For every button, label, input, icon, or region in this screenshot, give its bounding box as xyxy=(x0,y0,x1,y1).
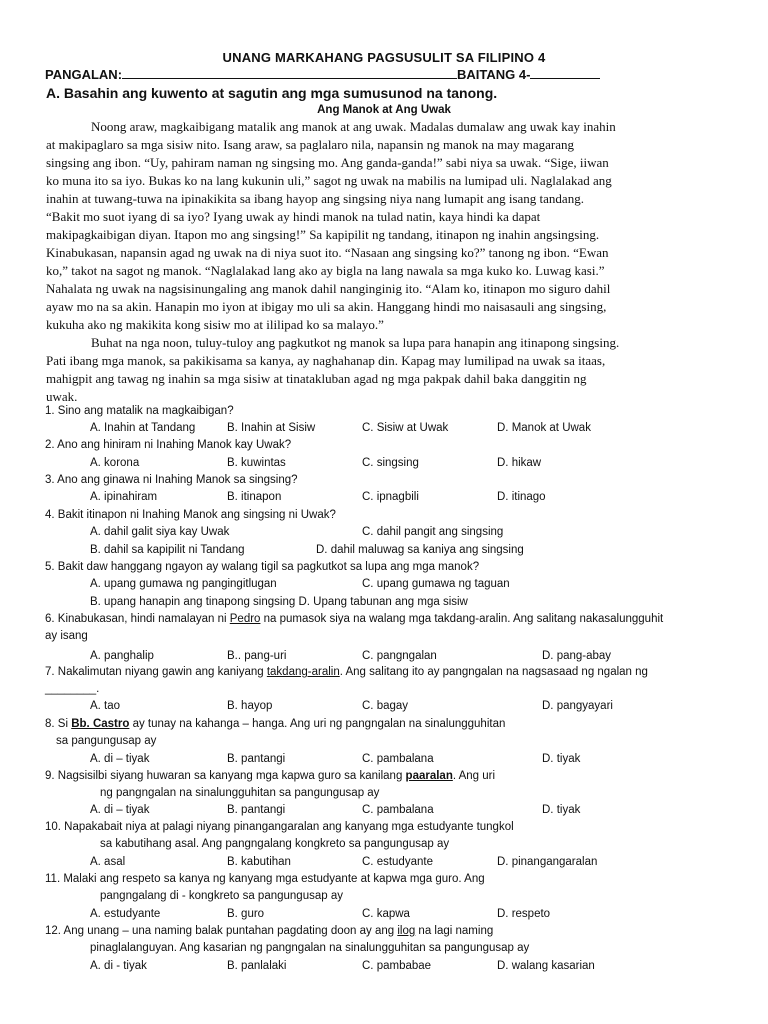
choice-7b[interactable]: B. hayop xyxy=(227,700,273,712)
question-11-cont: pangngalang di - kongkreto sa pangungusap ay xyxy=(100,890,343,902)
question-7-post: . Ang salitang ito ay pangngalan na nagsasaad ng ngalan ng xyxy=(339,666,648,678)
choice-10c[interactable]: C. estudyante xyxy=(362,856,433,868)
choice-3c[interactable]: C. ipnagbili xyxy=(362,491,419,503)
question-2: 2. Ano ang hiniram ni Inahing Manok kay Uwak? xyxy=(45,439,292,451)
question-9 xyxy=(45,770,495,782)
question-11: 11. Malaki ang respeto sa kanya ng kanyang mga estudyante at kapwa mga guro. Ang xyxy=(45,873,485,885)
question-12-post: na lagi naming xyxy=(415,925,494,937)
choice-7a[interactable]: A. tao xyxy=(90,700,121,712)
name-blank[interactable] xyxy=(122,67,457,79)
question-8-pre: 8. Si xyxy=(45,718,72,730)
choice-11a[interactable]: A. estudyante xyxy=(90,908,161,920)
choice-7c[interactable]: C. bagay xyxy=(362,700,409,712)
question-4: 4. Bakit itinapon ni Inahing Manok ang singsing ni Uwak? xyxy=(45,509,336,521)
choice-10d[interactable]: D. pinangangaralan xyxy=(497,856,598,868)
question-12-underlined: ilog xyxy=(397,925,416,937)
choice-7d[interactable]: D. pangyayari xyxy=(542,700,613,712)
story-line: ayaw mo na sa akin. Hanapin mo iyon at ibigay mo uli sa akin. Hanggang hindi mo naisasauli ang singsing, xyxy=(46,299,607,314)
story-line: Pati ibang mga manok, sa pakikisama sa kanya, ay naghahanap din. Kapag may lumilipad na uwak sa itaas, xyxy=(46,353,606,368)
choice-9a[interactable]: A. di – tiyak xyxy=(90,804,150,816)
question-12 xyxy=(45,925,493,937)
question-6 xyxy=(45,613,663,625)
choice-11d[interactable]: D. respeto xyxy=(497,908,551,920)
choice-9b[interactable]: B. pantangi xyxy=(227,804,286,816)
choice-1d[interactable]: D. Manok at Uwak xyxy=(497,422,591,434)
story-line: Buhat na nga noon, tuluy-tuloy ang pagkutkot ng manok sa lupa para hanapin ang itinapong singsing. xyxy=(91,335,620,350)
choice-9c[interactable]: C. pambalana xyxy=(362,804,434,816)
question-6-post: na pumasok siya na walang mga takdang-aralin. Ang salitang nakasalungguhit xyxy=(260,613,664,625)
choice-12d[interactable]: D. walang kasarian xyxy=(497,960,595,972)
story-line: ko,” takot na sagot ng manok. “Naglalakad lang ako ay bigla na lang nawala sa mga kuko ko. Luwag kasi.” xyxy=(46,263,605,278)
choice-6c[interactable]: C. pangngalan xyxy=(362,650,437,662)
story-line: uwak. xyxy=(46,389,78,404)
exam-title: UNANG MARKAHANG PAGSUSULIT SA FILIPINO 4 xyxy=(222,50,546,65)
question-9-cont: ng pangngalan na sinalungguhitan sa pangungusap ay xyxy=(100,787,380,799)
choice-4b[interactable]: B. dahil sa kapipilit ni Tandang xyxy=(90,544,245,556)
question-3: 3. Ano ang ginawa ni Inahing Manok sa singsing? xyxy=(45,474,298,486)
grade-label: BAITANG 4- xyxy=(457,67,531,82)
story-line: “Bakit mo suot iyang di sa iyo? Iyang uwak ay hindi manok na tulad natin, kaya hindi ka dapat xyxy=(46,209,541,224)
question-1: 1. Sino ang matalik na magkaibigan? xyxy=(45,405,234,417)
choice-1a[interactable]: A. Inahin at Tandang xyxy=(90,422,196,434)
question-7-pre: 7. Nakalimutan niyang gawin ang kaniyang xyxy=(45,666,267,678)
question-8-cont: sa pangungusap ay xyxy=(56,735,157,747)
choice-9d[interactable]: D. tiyak xyxy=(542,804,581,816)
question-7-underlined: takdang-aralin xyxy=(266,666,340,678)
choice-11b[interactable]: B. guro xyxy=(227,908,265,920)
question-12-pre: 12. Ang unang – una naming balak puntahan pagdating doon ay ang xyxy=(45,925,398,937)
story-line: kukuha ako ng makikita kong sisiw mo at ililipad ko sa malayo.” xyxy=(46,317,384,332)
question-12-cont: pinaglalanguyan. Ang kasarian ng pangngalan na sinalungguhitan sa pangungusap ay xyxy=(90,942,530,954)
choice-6d[interactable]: D. pang-abay xyxy=(542,650,612,662)
question-7-blank: ________. xyxy=(45,683,100,695)
choice-3d[interactable]: D. itinago xyxy=(497,491,546,503)
question-9-post: . Ang uri xyxy=(452,770,496,782)
choice-8b[interactable]: B. pantangi xyxy=(227,753,286,765)
choice-8d[interactable]: D. tiyak xyxy=(542,753,581,765)
choice-12c[interactable]: C. pambabae xyxy=(362,960,432,972)
choice-3b[interactable]: B. itinapon xyxy=(227,491,282,503)
choice-5bd[interactable]: B. upang hanapin ang tinapong singsing D. Upang tabunan ang mga sisiw xyxy=(90,596,468,608)
question-6-pre: 6. Kinabukasan, hindi namalayan ni xyxy=(45,613,230,625)
question-8 xyxy=(45,718,505,730)
grade-blank[interactable] xyxy=(530,67,600,79)
question-9-underlined: paaralan xyxy=(405,770,453,782)
choice-8c[interactable]: C. pambalana xyxy=(362,753,434,765)
story-line: Kinabukasan, napansin agad ng uwak na di niya suot ito. “Nasaan ang singsing ko?” tanong ng ibon. “Ewan xyxy=(46,245,609,260)
name-label: PANGALAN: xyxy=(45,67,123,82)
story-line: makipagkaibigan diyan. Itapon mo ang singsing!” Sa kapipilit ng tandang, itinapon ng inahin angsingsing. xyxy=(46,227,600,242)
choice-5a[interactable]: A. upang gumawa ng pangingitlugan xyxy=(90,578,277,590)
question-9-pre: 9. Nagsisilbi siyang huwaran sa kanyang mga kapwa guro sa kanilang xyxy=(45,770,406,782)
choice-4a[interactable]: A. dahil galit siya kay Uwak xyxy=(90,526,230,538)
choice-2d[interactable]: D. hikaw xyxy=(497,457,542,469)
choice-2b[interactable]: B. kuwintas xyxy=(227,457,286,469)
instruction: A. Basahin ang kuwento at sagutin ang mga sumusunod na tanong. xyxy=(46,85,498,101)
story-line: Noong araw, magkaibigang matalik ang manok at ang uwak. Madalas dumalaw ang uwak kay inahin xyxy=(91,119,616,134)
story-line: inahin at tuwang-tuwa na ipinakikita sa ibang hayop ang singsing niya nang lumapit ang isang tandang. xyxy=(46,191,584,206)
choice-6b[interactable]: B.. pang-uri xyxy=(227,650,287,662)
choice-1c[interactable]: C. Sisiw at Uwak xyxy=(362,422,449,434)
story-line: ko muna ito sa iyo. Bukas ko na lang kukunin uli,” sagot ng uwak na mabilis na lumipad uli. Naglalakad ang xyxy=(46,173,612,188)
choice-4d[interactable]: D. dahil maluwag sa kaniya ang singsing xyxy=(316,544,524,556)
question-10-cont: sa kabutihang asal. Ang pangngalang kongkreto sa pangungusap ay xyxy=(100,838,450,850)
choice-8a[interactable]: A. di – tiyak xyxy=(90,753,150,765)
choice-6a[interactable]: A. panghalip xyxy=(90,650,154,662)
choice-3a[interactable]: A. ipinahiram xyxy=(90,491,158,503)
choice-2c[interactable]: C. singsing xyxy=(362,457,419,469)
question-6-cont: ay isang xyxy=(45,630,88,642)
story-line: Nahalata ng uwak na nagsisinungaling ang manok dahil nanginginig ito. “Alam ko, itinapon mo siguro dahil xyxy=(46,281,611,296)
choice-12b[interactable]: B. panlalaki xyxy=(227,960,287,972)
choice-10a[interactable]: A. asal xyxy=(90,856,126,868)
story-title: Ang Manok at Ang Uwak xyxy=(317,104,451,116)
choice-2a[interactable]: A. korona xyxy=(90,457,140,469)
choice-5c[interactable]: C. upang gumawa ng taguan xyxy=(362,578,510,590)
question-7 xyxy=(45,666,648,678)
choice-10b[interactable]: B. kabutihan xyxy=(227,856,291,868)
question-8-post: ay tunay na kahanga – hanga. Ang uri ng pangngalan na sinalungguhitan xyxy=(129,718,506,730)
choice-12a[interactable]: A. di - tiyak xyxy=(90,960,147,972)
question-6-underlined: Pedro xyxy=(229,613,261,625)
question-10: 10. Napakabait niya at palagi niyang pinangangaralan ang kanyang mga estudyante tungkol xyxy=(45,821,514,833)
question-8-underlined: Bb. Castro xyxy=(71,718,130,730)
choice-11c[interactable]: C. kapwa xyxy=(362,908,410,920)
choice-1b[interactable]: B. Inahin at Sisiw xyxy=(227,422,316,434)
story-line: at makipaglaro sa mga sisiw nito. Isang araw, sa paglalaro nila, napansin ng manok na may magarang xyxy=(46,137,575,152)
story-line: singsing ang ibon. “Uy, pahiram naman ng singsing mo. Ang ganda-ganda!” sabi niya sa uwak. “Sige, iiwan xyxy=(46,155,609,170)
name-grade-row xyxy=(45,67,600,82)
choice-4c[interactable]: C. dahil pangit ang singsing xyxy=(362,526,504,538)
story-line: mahigpit ang tawag ng inahin sa mga sisiw at tinatakluban agad ng mga pakpak dahil baka danggitin ng xyxy=(46,371,587,386)
question-5: 5. Bakit daw hanggang ngayon ay walang tigil sa pagkutkot sa lupa ang mga manok? xyxy=(45,561,480,573)
